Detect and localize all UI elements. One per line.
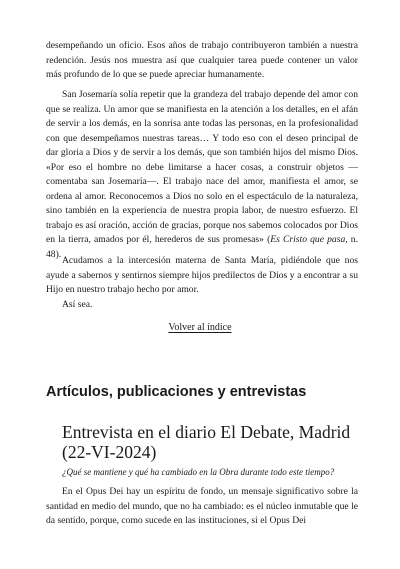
- paragraph-2-text: San Josemaría solía repetir que la grandeza del trabajo depende del amor con que se realiza. Un amor que se manifiesta en la atención a los detalles, en el afán de servir a los demás, en la sonrisa ante todas las personas, en la profesionalidad con que desempeñamos nuestras tareas… Y todo eso con el deseo principal de dar gloria a Dios y de servir a los demás, que son también hijos del mismo Dios. «Por eso el hombre no debe limitarse a hacer cosas, a construir objetos —comentaba san Josemaría—. El trabajo nace del amor, manifiesta el amor, se ordena al amor. Reconocemos a Dios no solo en el espectáculo de la naturaleza, sino también en la experiencia de nuestra propia labor, de nuestro esfuerzo. El trabajo es así oración, acción de gracias, porque nos sabemos colocados por Dios en la tierra, amados por él, herederos de sus promesas» (: [46, 89, 358, 245]
- article-title: Entrevista en el diario El Debate, Madrid (22-VI-2024): [62, 422, 351, 462]
- paragraph-1: desempeñando un oficio. Esos años de trabajo contribuyeron también a nuestra redención. Jesús nos muestra así que cualquier tarea puede contener un valor más profundo de lo que se puede apreciar humanamente.: [46, 40, 358, 80]
- paragraph-3: Acudamos a la intercesión materna de Santa María, pidiéndole que nos ayude a sabernos y sentirnos siempre hijos predilectos de Dios y a encontrar a su Hijo en nuestro trabajo hecho por amor.: [46, 255, 358, 295]
- paragraph-4: Así sea.: [62, 299, 93, 310]
- back-to-index-container: [0, 322, 400, 333]
- interview-answer: En el Opus Dei hay un espíritu de fondo, un mensaje significativo sobre la santidad en medio del mundo, que no ha cambiado: es el núcleo inmutable que le da sentido, porque, como sucede en las instituciones, si el Opus Dei: [46, 486, 358, 526]
- interview-question: ¿Qué se mantiene y qué ha cambiado en la Obra durante todo este tiempo?: [62, 467, 335, 477]
- back-to-index-link[interactable]: Volver al índice: [168, 322, 232, 333]
- citation-title: Es Cristo que pasa: [270, 234, 346, 245]
- citation-number: , n. 48).: [46, 234, 358, 260]
- paragraph-2: [46, 88, 358, 262]
- section-title: Artículos, publicaciones y entrevistas: [46, 384, 307, 400]
